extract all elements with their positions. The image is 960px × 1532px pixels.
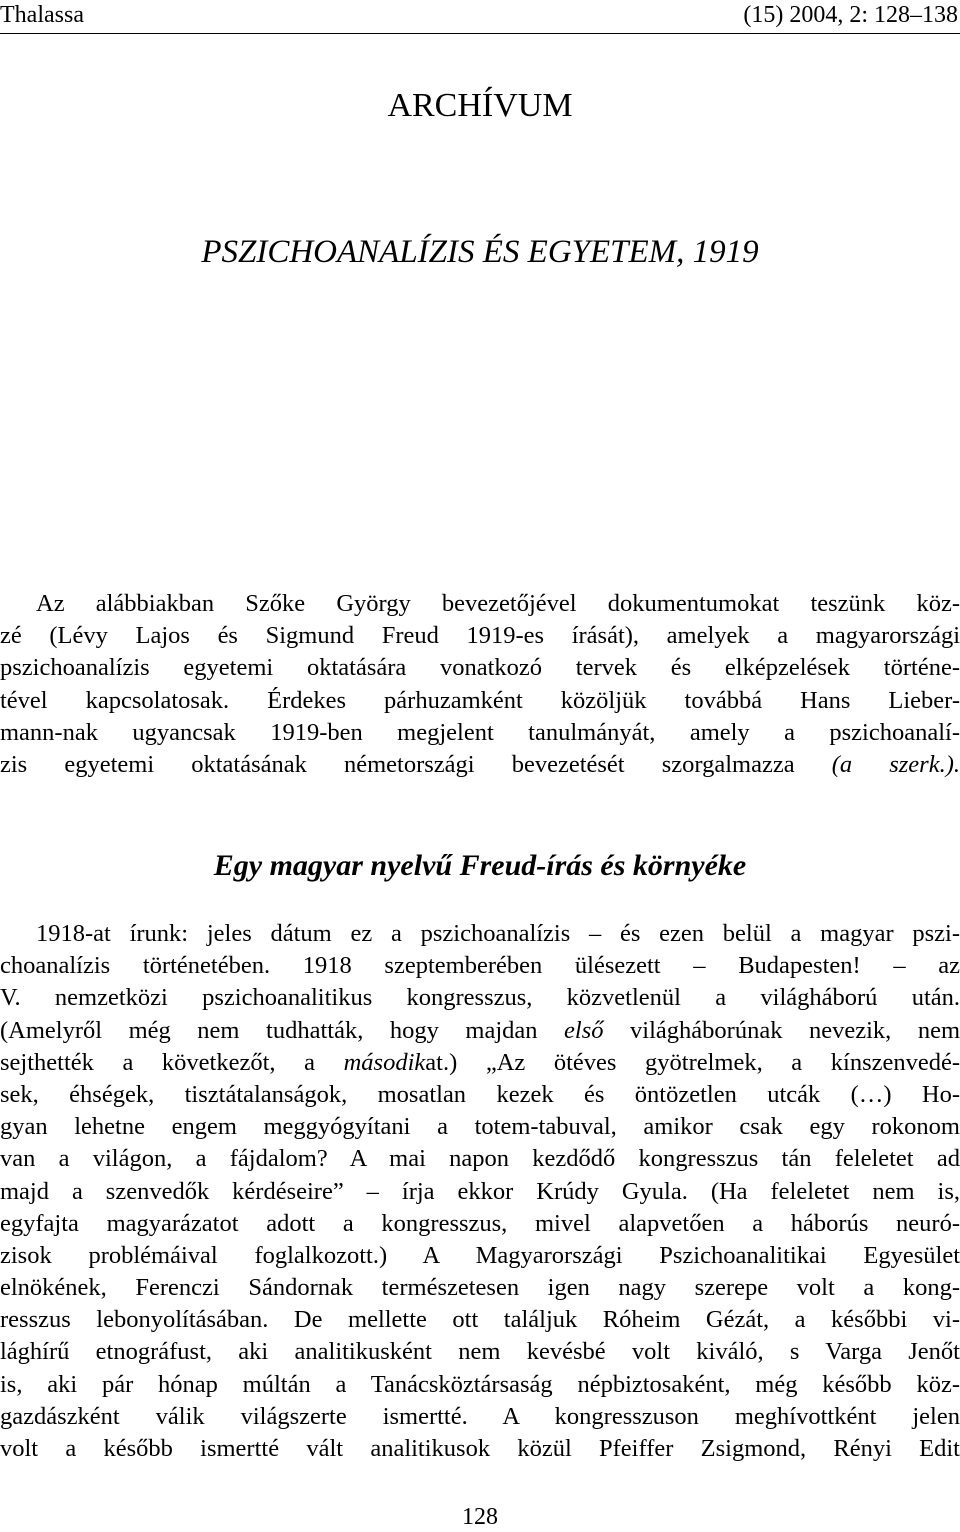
body-line: choanalízis történetében. 1918 szeptemberében ülésezett – Budapesten! – az	[0, 952, 960, 980]
body-text: at.) „Az ötéves gyötrelmek, a kínszenvedé-	[425, 1048, 960, 1076]
body-line: lághírű etnográfust, aki analitikusként nem kevésbé volt kiváló, s Varga Jenőt	[0, 1338, 960, 1366]
body-text: (Amelyről még nem tudhatták, hogy majdan	[0, 1016, 565, 1044]
intro-line: tével kapcsolatosak. Érdekes párhuzamként közöljük továbbá Hans Lieber-	[0, 686, 960, 714]
subheading: Egy magyar nyelvű Freud-írás és környéke	[213, 849, 747, 882]
body-line: zisok problémáival foglalkozott.) A Magyarországi Pszichoanalitikai Egyesület	[0, 1241, 960, 1269]
intro-line	[0, 749, 960, 781]
intro-line: Az alábbiakban Szőke György bevezetőjével dokumentumokat teszünk köz-	[36, 590, 960, 617]
intro-line: zé (Lévy Lajos és Sigmund Freud 1919-es írását), amelyek a magyarországi	[0, 622, 960, 650]
body-line: gyan lehetne engem meggyógyítani a totem-tabuval, amikor csak egy rokonom	[0, 1113, 960, 1141]
citation: (15) 2004, 2: 128–138	[743, 2, 958, 28]
body-line: is, aki pár hónap múltán a Tanácsköztársaság népbiztosaként, még később köz-	[0, 1370, 960, 1398]
body-line: gazdászként válik világszerte ismertté. A kongresszuson meghívottként jelen	[0, 1402, 960, 1430]
body-text: világháborúnak nevezik, nem	[603, 1016, 960, 1044]
intro-line: mann-nak ugyancsak 1919-ben megjelent tanulmányát, amely a pszichoanalí-	[0, 718, 960, 746]
intro-paragraph	[0, 588, 960, 781]
page-number: 128	[462, 1504, 498, 1530]
running-header	[0, 0, 960, 34]
body-line: majd a szenvedők kérdéseire” – írja ekkor Krúdy Gyula. (Ha feleletet nem is,	[0, 1177, 960, 1205]
body-text: sejthették a következőt, a	[0, 1048, 344, 1076]
body-line: resszus lebonyolításában. De mellette ott találjuk Róheim Gézát, a későbbi vi-	[0, 1306, 960, 1334]
intro-line-text: zis egyetemi oktatásának németországi bevezetését szorgalmazza	[0, 750, 832, 778]
body-line	[0, 1015, 960, 1047]
intro-line: pszichoanalízis egyetemi oktatására vonatkozó tervek és elképzelések történe-	[0, 654, 960, 682]
section-label: ARCHÍVUM	[387, 87, 573, 124]
body-line: egyfajta magyarázatot adott a kongresszus, mivel alapvetően a háborús neuró-	[0, 1209, 960, 1237]
body-paragraph	[0, 918, 960, 1465]
body-line: V. nemzetközi pszichoanalitikus kongresszus, közvetlenül a világháború után.	[0, 984, 960, 1012]
body-line: sek, éhségek, tisztátalanságok, mosatlan kezek és öntözetlen utcák (…) Ho-	[0, 1080, 960, 1108]
editor-note: (a szerk.).	[831, 750, 960, 778]
article-title: PSZICHOANALÍZIS ÉS EGYETEM, 1919	[201, 234, 759, 270]
body-line: van a világon, a fájdalom? A mai napon kezdődő kongresszus tán feleletet ad	[0, 1145, 960, 1173]
emphasis: első	[564, 1016, 604, 1044]
body-line	[0, 1047, 960, 1079]
body-line: volt a később ismertté vált analitikusok közül Pfeiffer Zsigmond, Rényi Edit	[0, 1435, 960, 1462]
body-line: elnökének, Ferenczi Sándornak természetesen igen nagy szerepe volt a kong-	[0, 1274, 960, 1302]
body-line: 1918-at írunk: jeles dátum ez a pszichoanalízis – és ezen belül a magyar pszi-	[36, 920, 960, 947]
journal-name: Thalassa	[0, 2, 84, 28]
emphasis: második	[343, 1048, 426, 1076]
